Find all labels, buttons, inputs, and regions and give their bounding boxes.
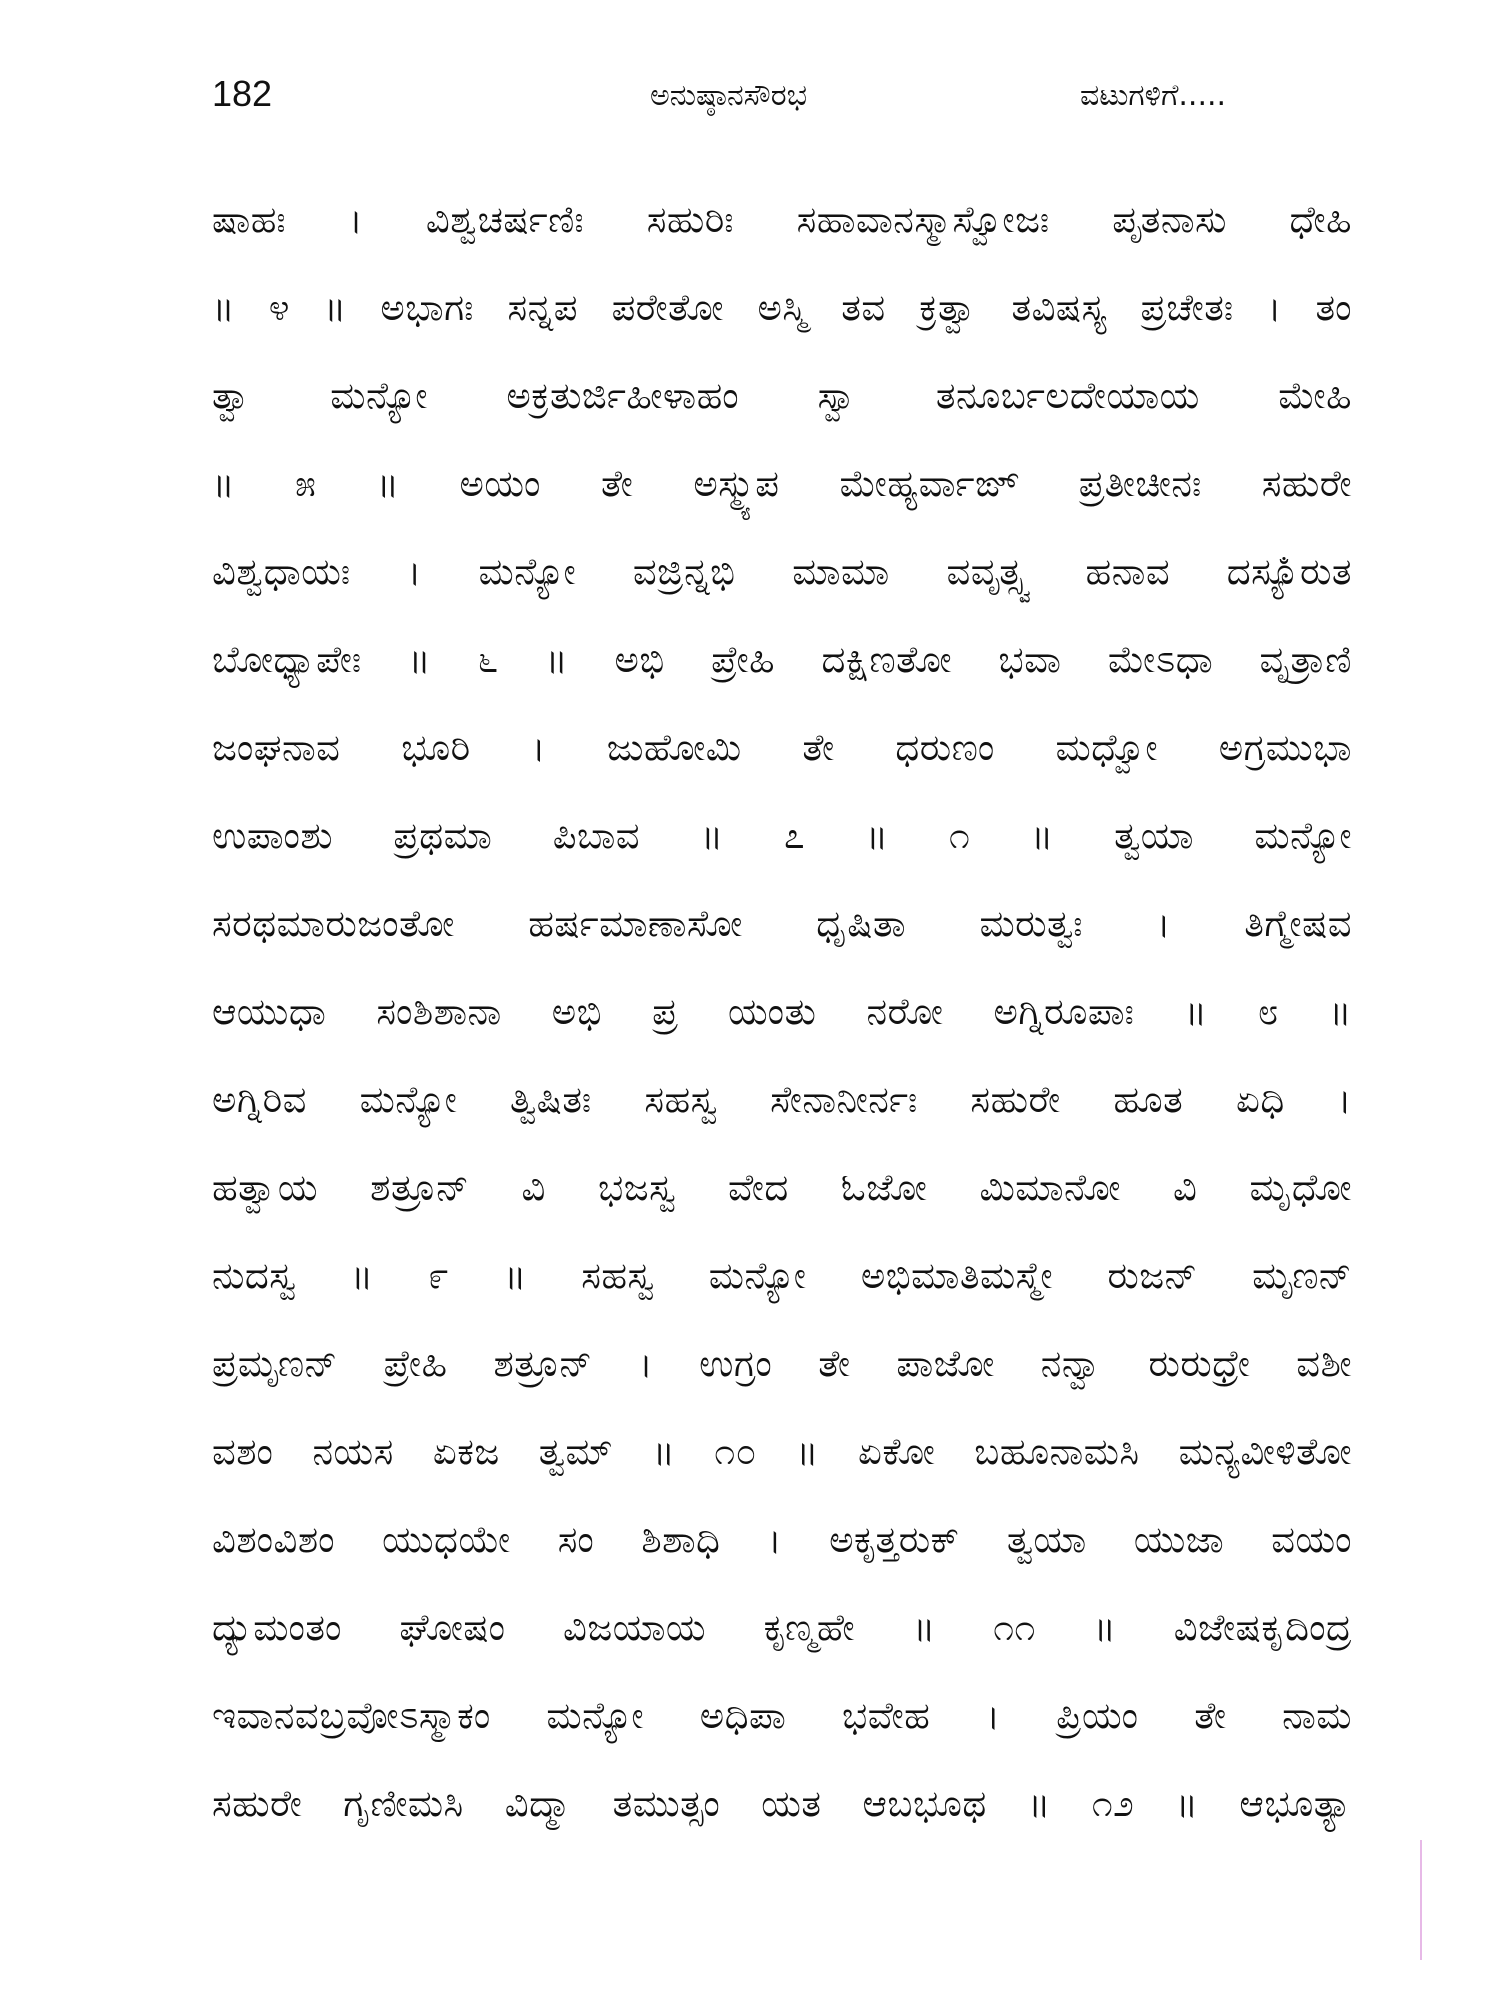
- text-line-14: ಪ್ರಮೃಣನ್ ಪ್ರೇಹಿ ಶತ್ರೂನ್ । ಉಗ್ರಂ ತೇ ಪಾಜೋ ನನ್ವಾ ರುರುಧ್ರೇ ವಶೀ: [212, 1342, 1352, 1385]
- text-line-1: ಷಾಹಃ । ವಿಶ್ವಚರ್ಷಣಿಃ ಸಹುರಿಃ ಸಹಾವಾನಸ್ಮಾಸ್ವೋಜಃ ಪೃತನಾಸು ಧೇಹಿ: [212, 198, 1352, 241]
- text-line-18: ಇವಾನವಬ್ರವೋಽಸ್ಮಾಕಂ ಮನ್ಯೋ ಅಧಿಪಾ ಭವೇಹ । ಪ್ರಿಯಂ ತೇ ನಾಮ: [212, 1694, 1352, 1737]
- text-line-12: ಹತ್ವಾಯ ಶತ್ರೂನ್ ವಿ ಭಜಸ್ವ ವೇದ ಓಜೋ ಮಿಮಾನೋ ವಿ ಮೃಧೋ: [212, 1166, 1352, 1209]
- text-line-11: ಅಗ್ನಿರಿವ ಮನ್ಯೋ ತ್ವಿಷಿತಃ ಸಹಸ್ವ ಸೇನಾನೀರ್ನಃ ಸಹುರೇ ಹೂತ ಏಧಿ ।: [212, 1078, 1352, 1121]
- text-line-3: ತ್ವಾ ಮನ್ಯೋ ಅಕ್ರತುರ್ಜಿಹೀಳಾಹಂ ಸ್ವಾ ತನೂರ್ಬಲದೇಯಾಯ ಮೇಹಿ: [212, 374, 1352, 417]
- text-line-8: ಉಪಾಂಶು ಪ್ರಥಮಾ ಪಿಬಾವ ॥ ೭ ॥ ೧ ॥ ತ್ವಯಾ ಮನ್ಯೋ: [212, 814, 1352, 857]
- text-line-4: ॥ ೫ ॥ ಅಯಂ ತೇ ಅಸ್ಮ್ಯುಪ ಮೇಹ್ಯರ್ವಾಙ್ ಪ್ರತೀಚೀನಃ ಸಹುರೇ: [212, 462, 1352, 505]
- text-line-16: ವಿಶಂವಿಶಂ ಯುಧಯೇ ಸಂ ಶಿಶಾಧಿ । ಅಕೃತ್ತರುಕ್ ತ್ವಯಾ ಯುಜಾ ವಯಂ: [212, 1518, 1352, 1561]
- body-text: [212, 190, 1352, 1862]
- text-line-19: ಸಹುರೇ ಗೃಣೀಮಸಿ ವಿದ್ಮಾ ತಮುತ್ಸಂ ಯತ ಆಬಭೂಥ ॥ ೧೨ ॥ ಆಭೂತ್ಯಾ: [212, 1782, 1352, 1825]
- text-line-10: ಆಯುಧಾ ಸಂಶಿಶಾನಾ ಅಭಿ ಪ್ರ ಯಂತು ನರೋ ಅಗ್ನಿರೂಪಾಃ ॥ ೮ ॥: [212, 990, 1352, 1033]
- running-title: ಅನುಷ್ಠಾನಸೌರಭ: [650, 78, 808, 113]
- page-number: 182: [212, 73, 273, 114]
- text-line-6: ಬೋಧ್ಯಾಪೇಃ ॥ ೬ ॥ ಅಭಿ ಪ್ರೇಹಿ ದಕ್ಷಿಣತೋ ಭವಾ ಮೇಽಧಾ ವೃತ್ರಾಣಿ: [212, 638, 1352, 681]
- text-line-5: ವಿಶ್ವಧಾಯಃ । ಮನ್ಯೋ ವಜ್ರಿನ್ನಭಿ ಮಾಮಾ ವವೃತ್ಸ್ವ ಹನಾವ ದಸ್ಯೂಁರುತ: [212, 550, 1352, 593]
- text-line-17: ದ್ಯುಮಂತಂ ಘೋಷಂ ವಿಜಯಾಯ ಕೃಣ್ಮಹೇ ॥ ೧೧ ॥ ವಿಜೇಷಕೃದಿಂದ್ರ: [212, 1606, 1352, 1649]
- text-line-9: ಸರಥಮಾರುಜಂತೋ ಹರ್ಷಮಾಣಾಸೋ ಧೃಷಿತಾ ಮರುತ್ವಃ । ತಿಗ್ಮೇಷವ: [212, 902, 1352, 945]
- text-line-2: ॥ ೪ ॥ ಅಭಾಗಃ ಸನ್ನಪ ಪರೇತೋ ಅಸ್ಮಿ ತವ ಕ್ರತ್ವಾ ತವಿಷಸ್ಯ ಪ್ರಚೇತಃ । ತಂ: [212, 286, 1352, 329]
- text-line-15: ವಶಂ ನಯಸ ಏಕಜ ತ್ವಮ್ ॥ ೧೦ ॥ ಏಕೋ ಬಹೂನಾಮಸಿ ಮನ್ಯವೀಳಿತೋ: [212, 1430, 1352, 1473]
- text-line-7: ಜಂಘನಾವ ಭೂರಿ । ಜುಹೋಮಿ ತೇ ಧರುಣಂ ಮಧ್ವೋ ಅಗ್ರಮುಭಾ: [212, 726, 1352, 769]
- section-title: ವಟುಗಳಿಗೆ.....: [1080, 78, 1227, 113]
- margin-mark: [1420, 1840, 1422, 1960]
- page-header: [0, 72, 1500, 122]
- text-line-13: ನುದಸ್ವ ॥ ೯ ॥ ಸಹಸ್ವ ಮನ್ಯೋ ಅಭಿಮಾತಿಮಸ್ಮೇ ರುಜನ್ ಮೃಣನ್: [212, 1254, 1352, 1297]
